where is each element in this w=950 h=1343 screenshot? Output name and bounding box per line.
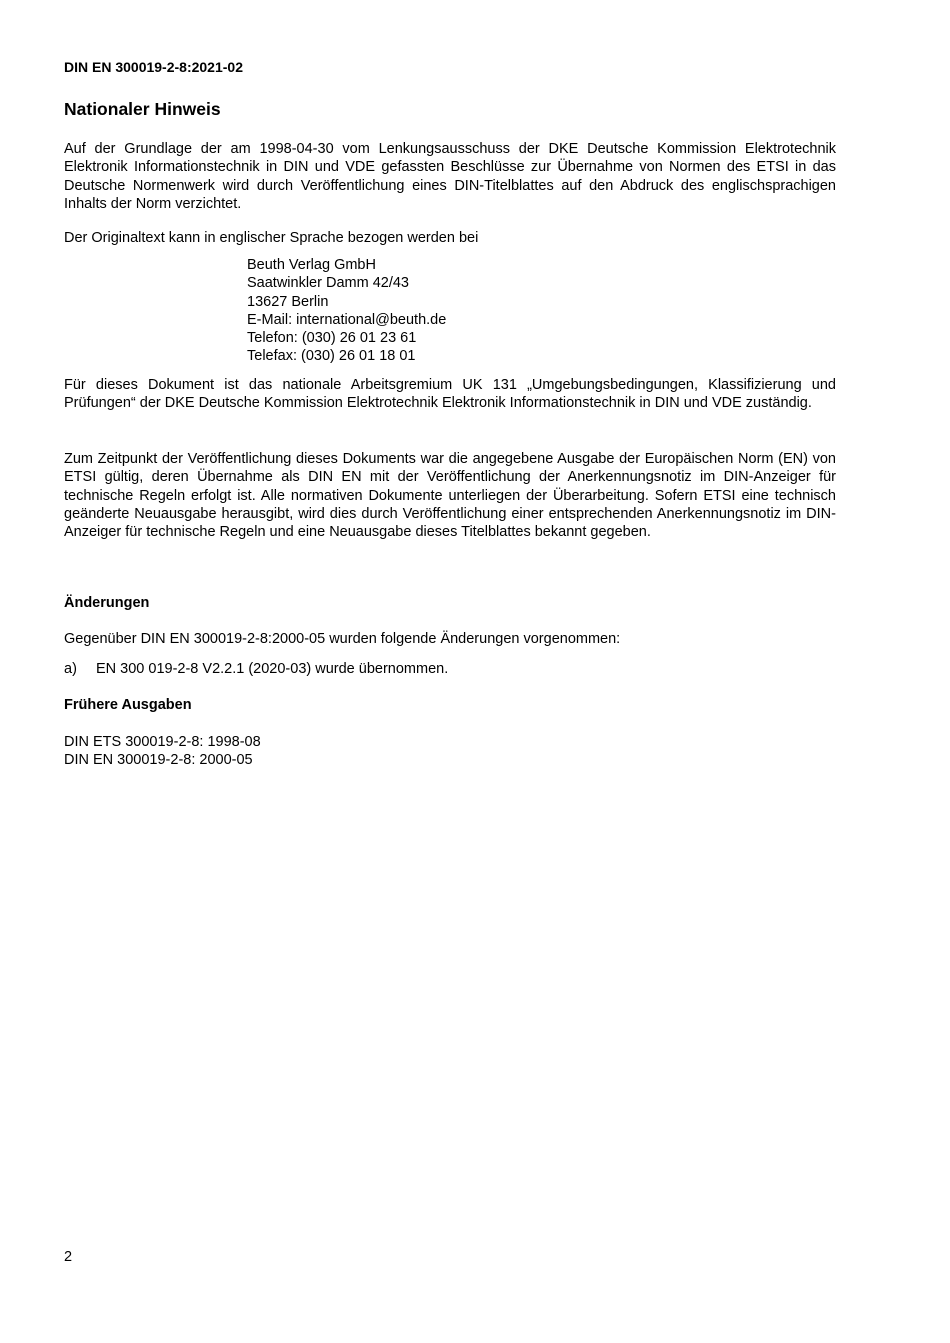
paragraph-responsible-committee: Für dieses Dokument ist das nationale Arbeitsgremium UK 131 „Umgebungsbedingungen, Klassifizierung und Prüfungen“ der DKE Deutsche Kommission Elektrotechnik Elektronik Informationstechnik in DIN und VDE zuständig. [64,377,836,412]
address-line-email: E-Mail: international@beuth.de [247,311,447,328]
list-item [64,660,448,678]
paragraph-original-text-source: Der Originaltext kann in englischer Sprache bezogen werden bei [64,230,479,246]
address-line-fax: Telefax: (030) 26 01 18 01 [247,348,416,365]
paragraph-dke-basis: Auf der Grundlage der am 1998-04-30 vom Lenkungsausschuss der DKE Deutsche Kommission Elektrotechnik Elektronik Informationstechnik in DIN und VDE gefassten Beschlüsse zur Übernahme von Normen des ETSI in das Deutsche Normenwerk wird durch Veröffentlichung eines DIN-Titelblattes auf den Abdruck des englischsprachigen Inhalts der Norm verzichtet. [64,141,836,212]
list-marker: a) [64,661,77,677]
address-line-phone: Telefon: (030) 26 01 23 61 [247,330,417,347]
section-title-changes: Änderungen [64,595,150,611]
address-line: Beuth Verlag GmbH [247,257,376,273]
paragraph-changes-intro: Gegenüber DIN EN 300019-2-8:2000-05 wurden folgende Änderungen vorgenommen: [64,631,621,647]
section-title-national-note: Nationaler Hinweis [64,99,221,119]
page-number: 2 [64,1249,73,1265]
edition-item: DIN ETS 300019-2-8: 1998-08 [64,734,261,750]
document-id: DIN EN 300019-2-8:2021-02 [64,59,243,75]
address-line: 13627 Berlin [247,293,329,310]
address-line: Saatwinkler Damm 42/43 [247,275,409,292]
list-item-text: EN 300 019-2-8 V2.2.1 (2020-03) wurde übernommen. [96,661,449,677]
publisher-address [247,256,446,366]
edition-item: DIN EN 300019-2-8: 2000-05 [64,752,253,769]
paragraph-validity: Zum Zeitpunkt der Veröffentlichung dieses Dokuments war die angegebene Ausgabe der Europäischen Norm (EN) von ETSI gültig, deren Übernahme als DIN EN mit der Veröffentlichung der Anerkennungsnotiz im DIN-Anzeiger für technische Regeln erfolgt ist. Alle normativen Dokumente unterliegen der Überarbeitung. Sofern ETSI eine technisch geänderte Neuausgabe herausgibt, wird dies durch Veröffentlichung einer entsprechenden Anerkennungsnotiz im DIN-Anzeiger für technische Regeln und eine Neuausgabe dieses Titelblattes bekannt gegeben. [64,451,836,541]
previous-editions-list [64,733,261,770]
section-title-previous-editions: Frühere Ausgaben [64,697,192,713]
